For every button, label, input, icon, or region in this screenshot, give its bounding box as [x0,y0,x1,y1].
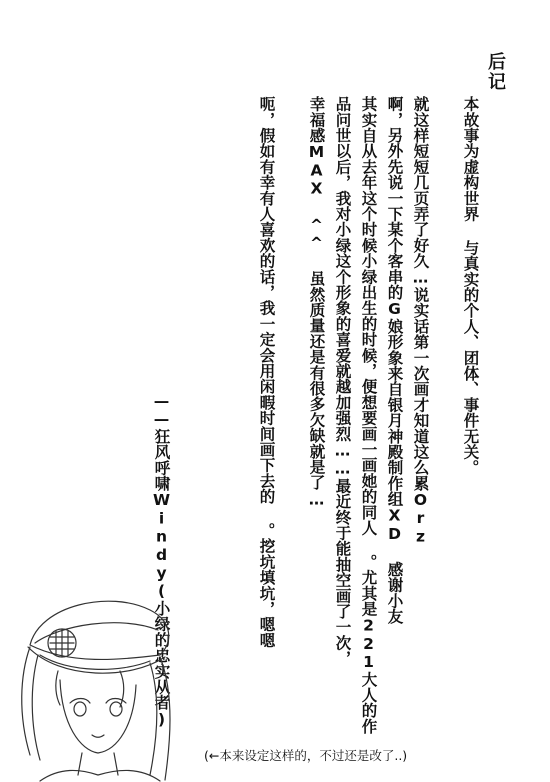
paragraph-disclaimer: 本故事为虚构世界 与真实的个人、团体、事件无关。 [461,96,480,476]
author-signature: ——狂风呼啸Windy(小绿的忠实从者) [152,392,171,729]
character-sketch-icon [0,585,200,782]
page-title: 后记 [485,52,506,92]
paragraph-line-2: 啊，另外先说一下某个客串的G娘形象来自银月神殿制作组XD 感谢小友 [385,96,404,625]
sketch-footnote: (←本来设定这样的，不过还是改了..) [204,748,408,763]
paragraph-line-6: 呃，假如有幸有人喜欢的话，我一定会用闲暇时间画下去的 。挖坑填坑，嗯嗯 [257,96,276,648]
paragraph-line-3: 其实自从去年这个时候小绿出生的时候，便想要画一画她的同人 。尤其是221大人的作 [359,96,378,734]
paragraph-line-1: 就这样短短几页弄了好久…说实话第一次画才知道这么累Orz [411,96,430,546]
paragraph-line-5: 幸福感MAX ^^ 虽然质量还是有很多欠缺就是了… [307,96,326,509]
paragraph-line-4: 品问世以后，我对小绿这个形象的喜爱就越加强烈……最近终于能抽空画了一次， [333,96,352,667]
